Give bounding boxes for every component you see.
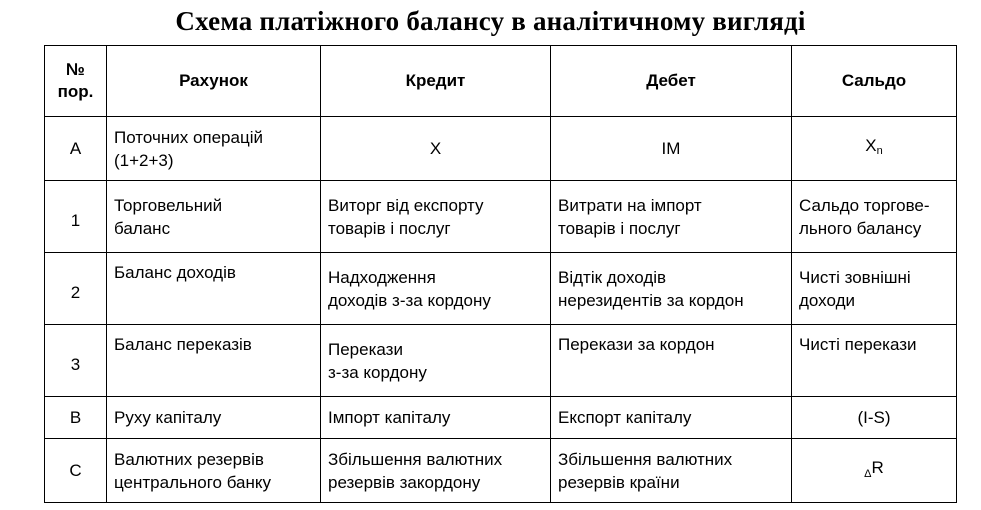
account-line: Баланс доходів [114, 263, 236, 282]
debit-line: товарів і послуг [558, 218, 681, 238]
row-credit [321, 181, 551, 253]
row-debit [551, 325, 792, 397]
table-row [45, 439, 957, 503]
row-balance: (I-S) [792, 397, 957, 439]
balance-subscript: n [876, 145, 883, 157]
balance-line: льного балансу [799, 218, 922, 238]
row-account [107, 117, 321, 181]
credit-line: доходів з-за кордону [328, 290, 491, 310]
row-debit: Експорт капіталу [551, 397, 792, 439]
header-credit: Кредит [321, 46, 551, 117]
row-account [107, 325, 321, 397]
row-debit: IM [551, 117, 792, 181]
row-account [107, 439, 321, 503]
row-balance [792, 325, 957, 397]
row-number: 1 [45, 181, 107, 253]
balance-base: R [871, 457, 884, 477]
row-account [107, 253, 321, 325]
table-row [45, 397, 957, 439]
table-row [45, 325, 957, 397]
row-number: 3 [45, 325, 107, 397]
row-credit [321, 439, 551, 503]
debit-line: Відтік доходів [558, 267, 667, 287]
row-credit: Імпорт капіталу [321, 397, 551, 439]
row-debit [551, 439, 792, 503]
row-balance [792, 439, 957, 503]
balance-delta-prefix: Δ [864, 467, 872, 480]
page-title: Схема платіжного балансу в аналітичному вигляді [175, 6, 806, 36]
table-header-row [45, 46, 957, 117]
credit-line: Перекази [328, 339, 403, 359]
credit-line: резервів закордону [328, 472, 481, 492]
credit-line: Надходження [328, 267, 436, 287]
debit-line: резервів країни [558, 472, 680, 492]
row-debit [551, 253, 792, 325]
credit-line: Виторг від експорту [328, 195, 484, 215]
credit-line: з-за кордону [328, 362, 427, 382]
debit-line: Витрати на імпорт [558, 195, 702, 215]
header-number-line1: № [66, 60, 85, 79]
account-line: Валютних резервів [114, 449, 264, 469]
account-line: баланс [114, 218, 171, 238]
row-credit [321, 253, 551, 325]
account-line: Баланс переказів [114, 335, 252, 354]
credit-line: товарів і послуг [328, 218, 451, 238]
row-account [107, 181, 321, 253]
account-line: центрального банку [114, 472, 272, 492]
row-balance [792, 117, 957, 181]
balance-of-payments-table [44, 45, 957, 503]
row-number: C [45, 439, 107, 503]
row-number: B [45, 397, 107, 439]
credit-line: Збільшення валютних [328, 449, 503, 469]
header-number [45, 46, 107, 117]
balance-base: X [865, 136, 877, 155]
balance-line: Чисті перекази [799, 335, 917, 354]
account-line: Торговельний [114, 195, 223, 215]
row-number: 2 [45, 253, 107, 325]
balance-line: доходи [799, 290, 855, 310]
row-balance [792, 181, 957, 253]
header-account: Рахунок [107, 46, 321, 117]
header-balance: Сальдо [792, 46, 957, 117]
header-number-line2: пор. [57, 82, 94, 101]
table-row [45, 117, 957, 181]
row-account: Руху капіталу [107, 397, 321, 439]
debit-line: нерезидентів за кордон [558, 290, 744, 310]
row-credit [321, 325, 551, 397]
table-row [45, 181, 957, 253]
header-debit: Дебет [551, 46, 792, 117]
table-row [45, 253, 957, 325]
row-credit: X [321, 117, 551, 181]
balance-line: Сальдо торгове- [799, 195, 930, 215]
row-number: A [45, 117, 107, 181]
row-debit [551, 181, 792, 253]
account-line: Поточних операцій [114, 127, 263, 147]
balance-line: Чисті зовнішні [799, 267, 911, 287]
account-line: (1+2+3) [114, 150, 174, 170]
debit-line: Збільшення валютних [558, 449, 733, 469]
row-balance [792, 253, 957, 325]
debit-line: Перекази за кордон [558, 335, 715, 354]
